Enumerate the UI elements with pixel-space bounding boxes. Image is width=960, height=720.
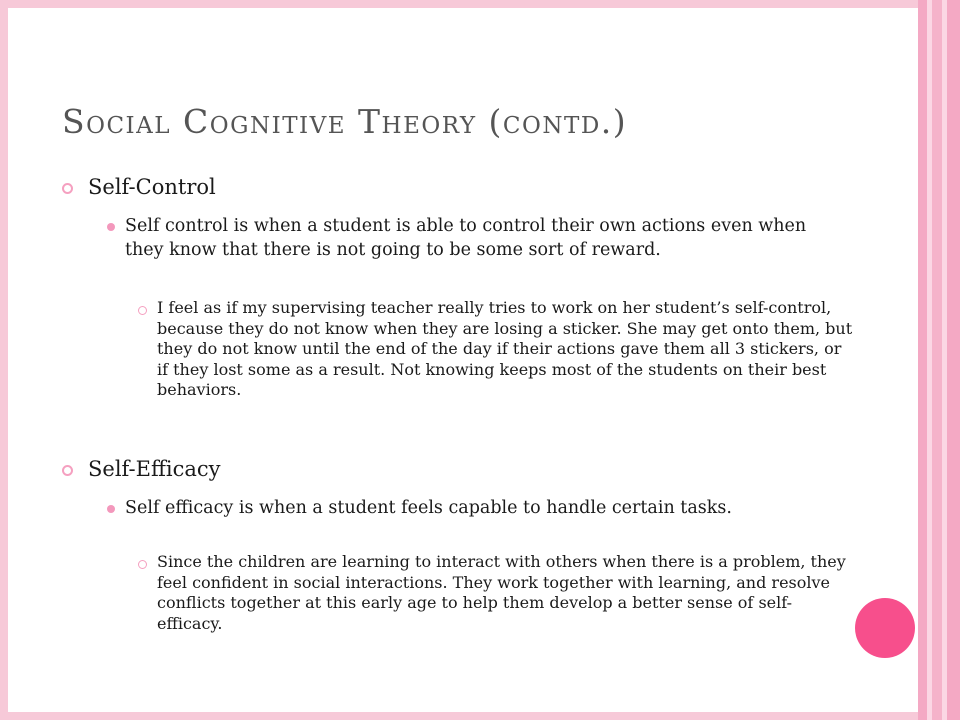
section-heading-self-control: Self-Control xyxy=(88,175,216,199)
frame-left-border xyxy=(0,0,8,720)
self-control-definition: Self control is when a student is able to control their own actions even when they know that there is not going to be some sort of reward. xyxy=(125,216,807,260)
frame-top-border xyxy=(0,0,918,8)
dot-bullet-icon xyxy=(107,223,115,231)
frame-bottom-border xyxy=(0,712,918,720)
self-efficacy-definition: Self efficacy is when a student feels capable to handle certain tasks. xyxy=(125,498,732,518)
small-circle-bullet-icon xyxy=(138,306,147,315)
small-circle-bullet-icon xyxy=(138,560,147,569)
dot-bullet-icon xyxy=(107,505,115,513)
slide-title: Social Cognitive Theory (contd.) xyxy=(62,102,628,141)
circle-bullet-icon xyxy=(62,183,73,194)
self-efficacy-example: Since the children are learning to interact with others when there is a problem, they feel confident in social interactions. They work together with learning, and resolve conflicts together at this early age to help them develop a better sense of self-efficacy. xyxy=(157,552,846,633)
decorative-accent-circle xyxy=(855,598,915,658)
decorative-side-stripes xyxy=(918,0,960,720)
section-heading-self-efficacy: Self-Efficacy xyxy=(88,457,221,481)
circle-bullet-icon xyxy=(62,465,73,476)
self-control-example: I feel as if my supervising teacher really tries to work on her student’s self-control, because they do not know when they are losing a sticker. She may get onto them, but they do not know until the end of the day if their actions gave them all 3 stickers, or if they lost some as a result. Not knowing keeps most of the students on their best behaviors. xyxy=(157,298,853,399)
